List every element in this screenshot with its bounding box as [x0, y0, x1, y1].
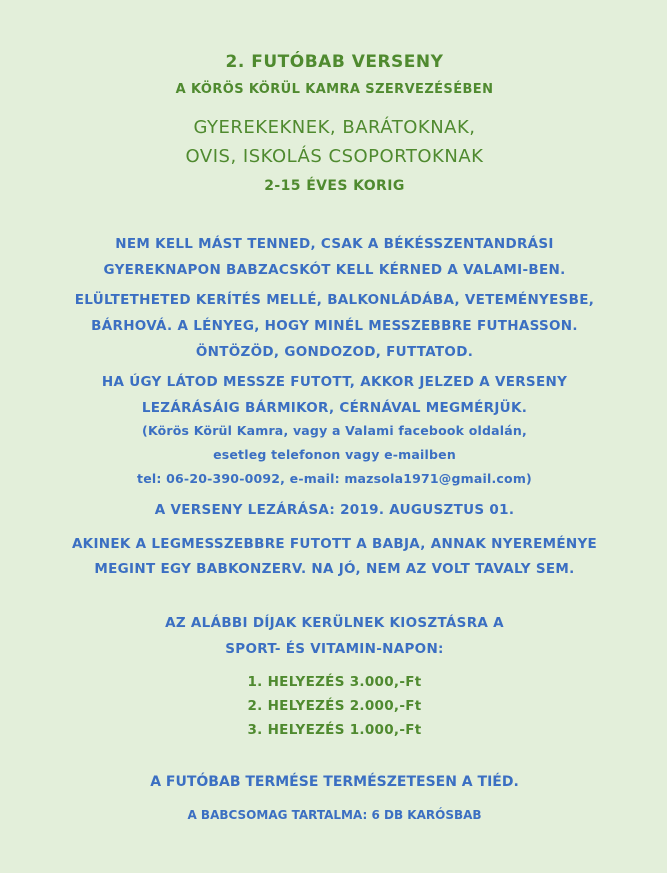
prize-item-3: 3. HELYEZÉS 1.000,-Ft — [247, 722, 422, 738]
audience-line-2: OVIS, ISKOLÁS CSOPORTOKNAK — [185, 146, 484, 167]
reward-line-1: AKINEK A LEGMESSZEBBRE FUTOTT A BABJA, ANNAK NYEREMÉNYE — [71, 536, 598, 552]
contact-details: tel: 06-20-390-0092, e-mail: mazsola1971@gmail.com) — [137, 471, 532, 486]
harvest-note: A FUTÓBAB TERMÉSE TERMÉSZETESEN A TIÉD. — [150, 774, 519, 790]
contact-line-1: (Körös Körül Kamra, vagy a Valami facebook oldalán, — [142, 423, 527, 438]
prizes-intro-2: SPORT- ÉS VITAMIN-NAPON: — [225, 641, 444, 657]
prize-item-2: 2. HELYEZÉS 2.000,-Ft — [247, 698, 422, 714]
reward-line-2: MEGINT EGY BABKONZERV. NA JÓ, NEM AZ VOLT TAVALY SEM. — [94, 561, 575, 577]
planting-line-1: ELÜLTETHETED KERÍTÉS MELLÉ, BALKONLÁDÁBA, VETEMÉNYESBE, — [74, 292, 595, 308]
planting-line-2: BÁRHOVÁ. A LÉNYEG, HOGY MINÉL MESSZEBBRE FUTHASSON. — [91, 318, 578, 334]
measure-line-2: LEZÁRÁSÁIG BÁRMIKOR, CÉRNÁVAL MEGMÉRJÜK. — [141, 400, 528, 416]
age-range: 2-15 ÉVES KORIG — [264, 178, 405, 194]
intro-line-1: NEM KELL MÁST TENNED, CSAK A BÉKÉSSZENTANDRÁSI — [115, 236, 554, 252]
planting-line-3: ÖNTÖZÖD, GONDOZOD, FUTTATOD. — [195, 344, 474, 360]
contact-line-2: esetleg telefonon vagy e-mailben — [213, 447, 456, 462]
audience-line-1: GYEREKEKNEK, BARÁTOKNAK, — [193, 117, 476, 138]
organizer-line: A KÖRÖS KÖRÜL KAMRA SZERVEZÉSÉBEN — [175, 82, 494, 97]
prize-item-1: 1. HELYEZÉS 3.000,-Ft — [247, 674, 422, 690]
prize-list — [0, 670, 669, 742]
intro-line-2: GYEREKNAPON BABZACSKÓT KELL KÉRNED A VALAMI-BEN. — [103, 262, 566, 278]
measure-line-1: HA ÚGY LÁTOD MESSZE FUTOTT, AKKOR JELZED A VERSENY — [101, 374, 568, 390]
flyer-title: 2. FUTÓBAB VERSENY — [225, 52, 444, 72]
prizes-intro-1: AZ ALÁBBI DÍJAK KERÜLNEK KIOSZTÁSRA A — [165, 615, 504, 631]
deadline: A VERSENY LEZÁRÁSA: 2019. AUGUSZTUS 01. — [154, 502, 515, 518]
package-contents: A BABCSOMAG TARTALMA: 6 DB KARÓSBAB — [187, 808, 482, 822]
